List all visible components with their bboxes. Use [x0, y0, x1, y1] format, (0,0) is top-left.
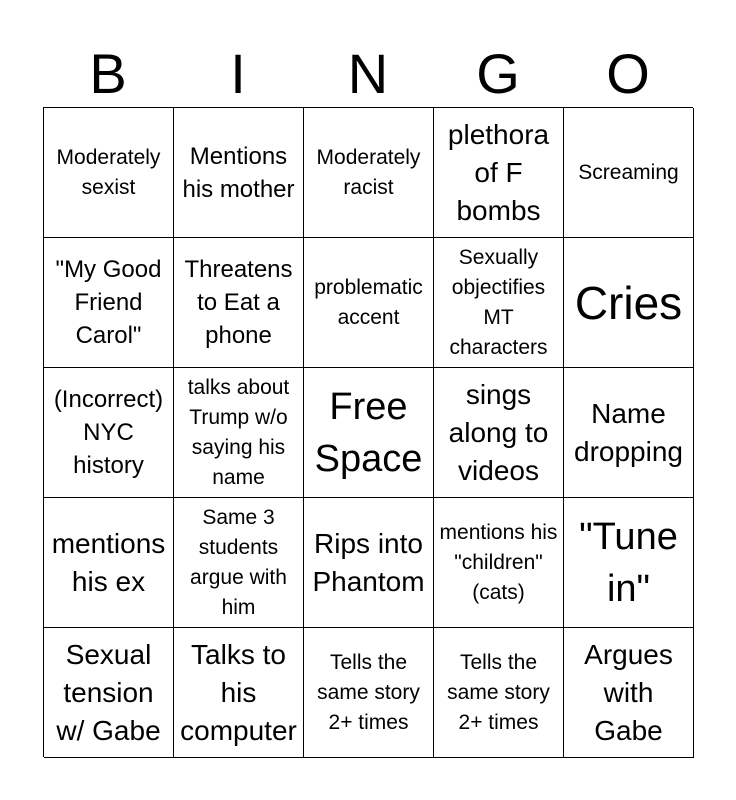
cell-text: "My Good Friend Carol": [55, 256, 162, 349]
cell-text: (Incorrect) NYC history: [53, 386, 164, 479]
cell-text: Talks to his computer: [180, 638, 297, 746]
bingo-cell[interactable]: [304, 498, 434, 628]
bingo-cell[interactable]: [304, 108, 434, 238]
cell-text: Argues with Gabe: [584, 638, 673, 746]
bingo-cell[interactable]: [304, 628, 434, 758]
bingo-cell[interactable]: [434, 498, 564, 628]
bingo-cell[interactable]: [564, 498, 694, 628]
header-letter-o: O: [606, 42, 650, 105]
cell-text: Screaming: [578, 160, 679, 184]
bingo-cell[interactable]: [564, 368, 694, 498]
bingo-cell[interactable]: [44, 108, 174, 238]
bingo-header: [43, 40, 693, 108]
header-letter-i: I: [230, 42, 246, 105]
bingo-cell[interactable]: [434, 238, 564, 368]
bingo-cell[interactable]: [174, 628, 304, 758]
cell-text: Tells the same story 2+ times: [447, 650, 550, 734]
bingo-cell[interactable]: [434, 368, 564, 498]
cell-text: Sexually objectifies MT characters: [449, 245, 548, 359]
cell-text: Moderately sexist: [56, 145, 161, 199]
bingo-cell[interactable]: [564, 108, 694, 238]
cell-text: talks about Trump w/o saying his name: [187, 375, 290, 489]
bingo-cell[interactable]: [44, 628, 174, 758]
bingo-cell[interactable]: [434, 628, 564, 758]
bingo-cell[interactable]: [44, 238, 174, 368]
bingo-cell[interactable]: [44, 498, 174, 628]
cell-text: Tells the same story 2+ times: [317, 650, 420, 734]
cell-text: Name dropping: [574, 397, 683, 467]
cell-text: Free Space: [314, 385, 423, 480]
bingo-board: [43, 107, 693, 757]
bingo-cell[interactable]: [174, 498, 304, 628]
header-letter-g: G: [476, 42, 520, 105]
bingo-cell[interactable]: [564, 238, 694, 368]
bingo-cell[interactable]: [564, 628, 694, 758]
cell-text: mentions his "children" (cats): [439, 520, 558, 604]
bingo-cell[interactable]: [434, 108, 564, 238]
cell-text: Mentions his mother: [182, 142, 295, 203]
bingo-cell[interactable]: [174, 238, 304, 368]
cell-text: Threatens to Eat a phone: [184, 256, 293, 349]
cell-text: Same 3 students argue with him: [190, 505, 287, 619]
cell-text: "Tune in": [579, 515, 678, 610]
cell-text: plethora of F bombs: [447, 118, 550, 226]
cell-text: Cries: [574, 276, 683, 329]
header-letter-b: B: [89, 42, 127, 105]
bingo-cell[interactable]: [44, 368, 174, 498]
bingo-cell[interactable]: [304, 238, 434, 368]
cell-text: mentions his ex: [51, 527, 166, 597]
header-letter-n: N: [347, 42, 389, 105]
cell-text: Rips into Phantom: [312, 527, 425, 597]
cell-text: problematic accent: [314, 275, 423, 329]
bingo-cell[interactable]: [174, 108, 304, 238]
bingo-cell[interactable]: [174, 368, 304, 498]
cell-text: Sexual tension w/ Gabe: [56, 638, 161, 746]
free-space-cell[interactable]: [304, 368, 434, 498]
cell-text: Moderately racist: [316, 145, 421, 199]
cell-text: sings along to videos: [448, 378, 549, 486]
